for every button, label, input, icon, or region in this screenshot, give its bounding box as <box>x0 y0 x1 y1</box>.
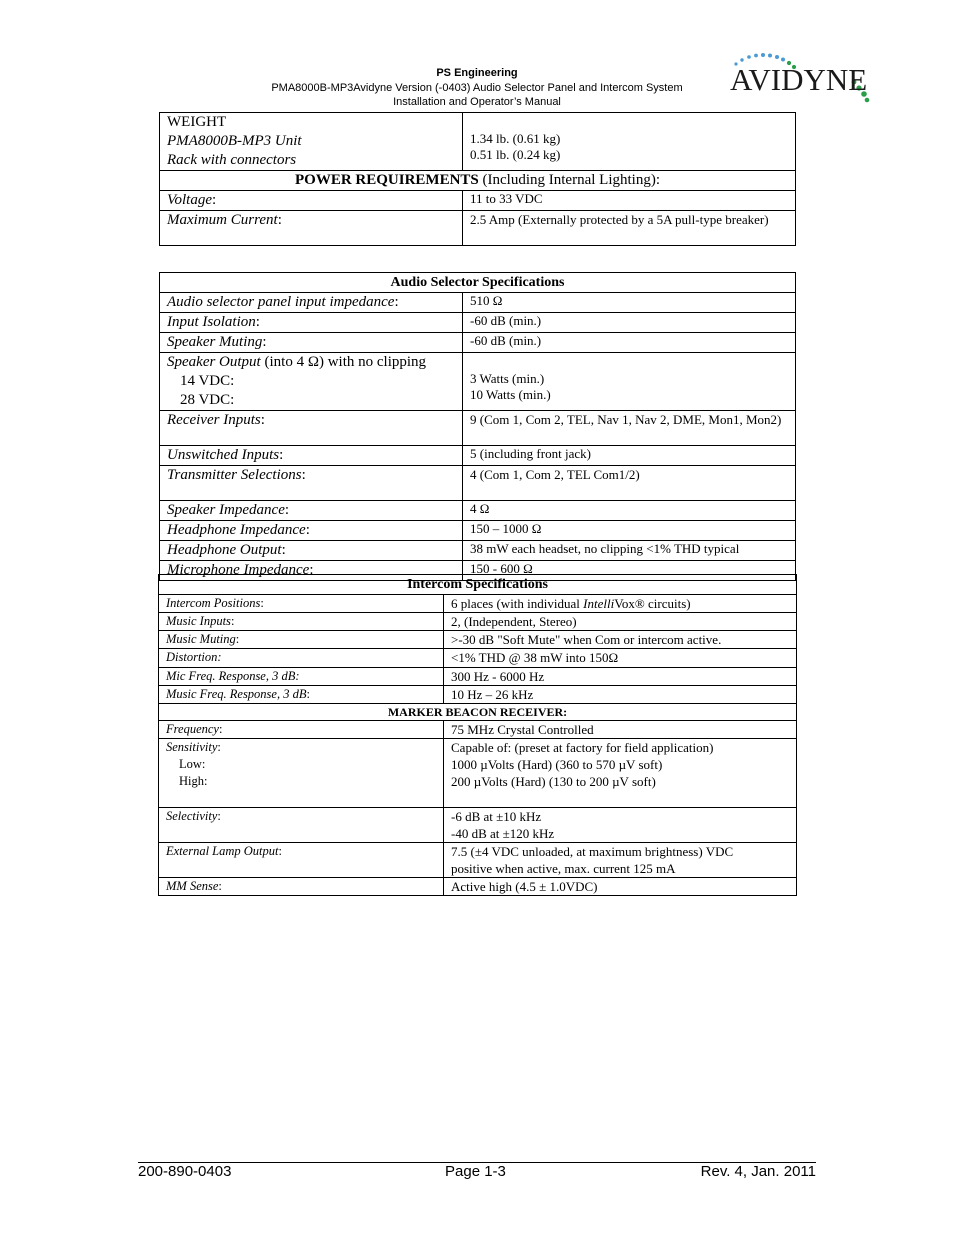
weight-label: WEIGHT <box>167 114 227 130</box>
intercom-row-value: >-30 dB "Soft Mute" when Com or intercom active. <box>444 631 797 649</box>
audio-row-value: 38 mW each headset, no clipping <1% THD typical <box>463 541 796 561</box>
audio-row-label: Receiver Inputs: <box>160 411 463 446</box>
intercom-row-value: 6 places (with individual IntelliVox® circuits) <box>444 595 797 613</box>
weight-label-cell <box>160 113 463 171</box>
weight-value-cell <box>463 113 796 171</box>
audio-row-label: Transmitter Selections: <box>160 466 463 501</box>
intercom-row-label: Distortion: <box>159 649 444 668</box>
intercom-row-label: Mic Freq. Response, 3 dB: <box>159 668 444 686</box>
selectivity-label: Selectivity: <box>159 808 444 843</box>
audio-row-label: Headphone Output: <box>160 541 463 561</box>
audio-selector-heading: Audio Selector Specifications <box>160 273 796 293</box>
intercom-row-value: 10 Hz – 26 kHz <box>444 686 797 704</box>
intercom-row-label: Music Freq. Response, 3 dB: <box>159 686 444 704</box>
unit-weight-value: 1.34 lb. (0.61 kg) <box>470 131 561 146</box>
audio-row-value: 4 Ω <box>463 501 796 521</box>
marker-row-label: Frequency: <box>159 721 444 739</box>
lamp-output-value: 7.5 (±4 VDC unloaded, at maximum brightness) VDC positive when active, max. current 125 mA <box>444 843 797 878</box>
marker-beacon-heading: MARKER BEACON RECEIVER: <box>159 704 797 721</box>
intercom-row-label: Music Muting: <box>159 631 444 649</box>
sensitivity-value: Capable of: (preset at factory for field application) 1000 µVolts (Hard) (360 to 570 µV soft) 200 µVolts (Hard) (130 to 200 µV soft) <box>444 739 797 808</box>
logo-text: AVIDYNE <box>730 62 868 97</box>
power-heading: POWER REQUIREMENTS (Including Internal Lighting): <box>160 171 796 191</box>
footer-revision: Rev. 4, Jan. 2011 <box>700 1163 816 1180</box>
speaker-output-value: 3 Watts (min.) 10 Watts (min.) <box>463 353 796 411</box>
audio-row-label: Headphone Impedance: <box>160 521 463 541</box>
audio-row-label: Unswitched Inputs: <box>160 446 463 466</box>
speaker-output-label: Speaker Output (into 4 Ω) with no clipping 14 VDC: 28 VDC: <box>160 353 463 411</box>
intercom-row-label: Intercom Positions: <box>159 595 444 613</box>
mm-sense-value: Active high (4.5 ± 1.0VDC) <box>444 878 797 896</box>
audio-row-value: 5 (including front jack) <box>463 446 796 466</box>
rack-weight-value: 0.51 lb. (0.24 kg) <box>470 147 561 162</box>
selectivity-value: -6 dB at ±10 kHz -40 dB at ±120 kHz <box>444 808 797 843</box>
audio-row-value: 4 (Com 1, Com 2, TEL Com1/2) <box>463 466 796 501</box>
audio-row-label: Speaker Impedance: <box>160 501 463 521</box>
sensitivity-label: Sensitivity: Low: High: <box>159 739 444 808</box>
header-subtitle: Installation and Operator’s Manual <box>393 96 561 108</box>
footer-page-number: Page 1-3 <box>445 1163 506 1180</box>
lamp-output-label: External Lamp Output: <box>159 843 444 878</box>
audio-row-value: 510 Ω <box>463 293 796 313</box>
audio-row-label: Microphone Impedance: <box>160 561 463 581</box>
voltage-value: 11 to 33 VDC <box>463 191 796 211</box>
mm-sense-label: MM Sense: <box>159 878 444 896</box>
current-label: Maximum Current: <box>160 211 463 246</box>
audio-row-value: 150 - 600 Ω <box>463 561 796 581</box>
intercom-row-value: 2, (Independent, Stereo) <box>444 613 797 631</box>
audio-row-label: Input Isolation: <box>160 313 463 333</box>
intercom-row-value: <1% THD @ 38 mW into 150Ω <box>444 649 797 668</box>
audio-row-label: Audio selector panel input impedance: <box>160 293 463 313</box>
page-footer <box>138 1162 816 1180</box>
intercom-table <box>158 574 797 896</box>
audio-row-label: Speaker Muting: <box>160 333 463 353</box>
header-title: PMA8000B-MP3Avidyne Version (-0403) Audio Selector Panel and Intercom System <box>271 82 683 94</box>
audio-selector-table <box>159 272 796 581</box>
audio-row-value: 9 (Com 1, Com 2, TEL, Nav 1, Nav 2, DME, Mon1, Mon2) <box>463 411 796 446</box>
audio-row-value: -60 dB (min.) <box>463 333 796 353</box>
intercom-heading: Intercom Specifications <box>159 575 797 595</box>
audio-row-value: -60 dB (min.) <box>463 313 796 333</box>
footer-doc-number: 200-890-0403 <box>138 1163 232 1180</box>
intercom-row-value: 300 Hz - 6000 Hz <box>444 668 797 686</box>
rack-label: Rack with connectors <box>167 152 297 168</box>
marker-row-value: 75 MHz Crystal Controlled <box>444 721 797 739</box>
unit-label: PMA8000B-MP3 Unit <box>167 133 302 149</box>
current-value: 2.5 Amp (Externally protected by a 5A pull-type breaker) <box>463 211 796 246</box>
audio-row-value: 150 – 1000 Ω <box>463 521 796 541</box>
weight-power-table <box>159 112 796 246</box>
voltage-label: Voltage: <box>160 191 463 211</box>
header-company: PS Engineering <box>436 67 518 79</box>
intercom-row-label: Music Inputs: <box>159 613 444 631</box>
avidyne-logo <box>728 52 873 110</box>
